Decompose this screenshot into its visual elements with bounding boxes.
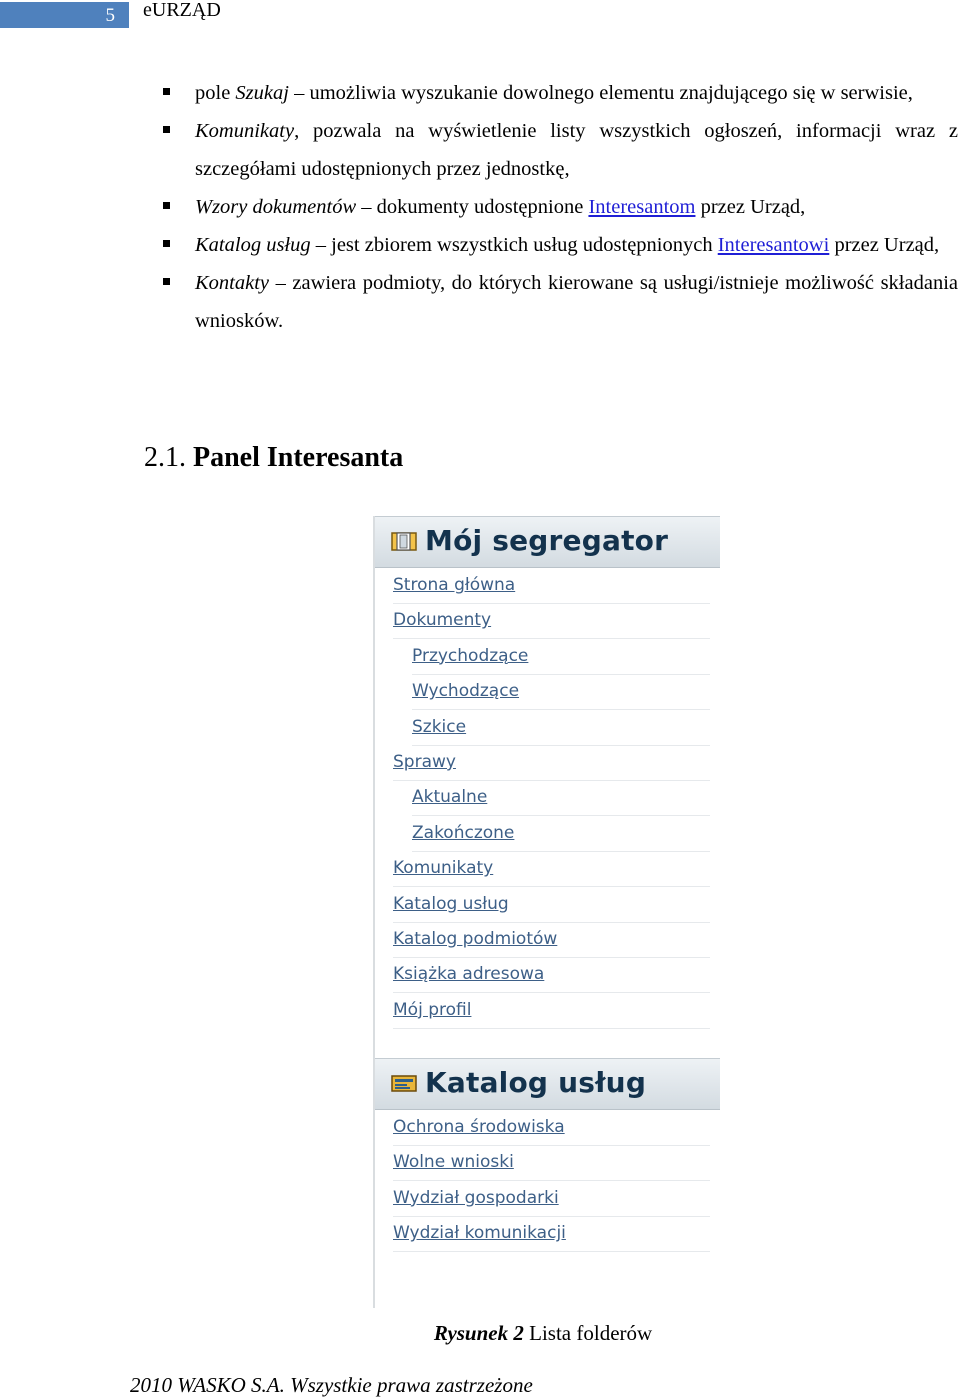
menu-item[interactable]	[393, 957, 710, 993]
item-term: Komunikaty	[195, 120, 295, 142]
menu-item[interactable]	[412, 639, 710, 675]
page-number: 5	[105, 5, 115, 26]
menu-item-label[interactable]: Ochrona środowiska	[393, 1117, 565, 1137]
list-item	[163, 264, 958, 340]
menu-item-label[interactable]: Strona główna	[393, 575, 516, 595]
menu-item-label[interactable]: Katalog usług	[393, 893, 509, 914]
page-number-box	[0, 2, 129, 28]
item-term: Szukaj	[235, 82, 289, 104]
item-prefix: pole	[195, 82, 236, 104]
menu-item[interactable]	[393, 745, 710, 781]
bullet-square-icon	[163, 202, 170, 209]
interesantowi-link[interactable]: Interesantowi	[717, 234, 830, 256]
item-term: Katalog usług	[195, 234, 311, 256]
feature-list	[163, 74, 958, 340]
bullet-square-icon	[163, 240, 170, 247]
section-title: Panel Interesanta	[193, 442, 404, 473]
menu-item-label[interactable]: Przychodzące	[412, 645, 529, 666]
menu-item-label[interactable]: Aktualne	[412, 787, 488, 808]
interesantom-link[interactable]: Interesantom	[588, 196, 696, 218]
page-footer: 2010 WASKO S.A. Wszystkie prawa zastrzeżone	[130, 1373, 533, 1397]
menu-item-label[interactable]: Katalog podmiotów	[393, 929, 558, 949]
list-item	[163, 112, 958, 188]
menu-item-label[interactable]: Mój profil	[393, 999, 472, 1020]
item-text: przez Urząd,	[695, 196, 806, 218]
menu-item[interactable]	[393, 1110, 710, 1146]
list-item	[163, 226, 958, 264]
caption-label: Rysunek 2	[433, 1321, 524, 1345]
menu-item[interactable]	[393, 922, 710, 958]
caption-text: Lista folderów	[523, 1321, 653, 1345]
menu-item-label[interactable]: Wydział komunikacji	[393, 1223, 566, 1244]
folder-icon	[391, 531, 417, 551]
menu-item[interactable]	[412, 710, 710, 746]
section-heading	[144, 440, 403, 476]
my-binder-panel	[375, 516, 720, 1020]
item-text: przez Urząd,	[829, 234, 940, 256]
item-term: Kontakty	[195, 272, 270, 294]
header-title: eURZĄD	[143, 0, 221, 21]
bullet-square-icon	[163, 88, 170, 95]
menu-item-label[interactable]: Szkice	[412, 716, 467, 737]
menu-item-label[interactable]: Książka adresowa	[393, 964, 545, 985]
menu-item-label[interactable]: Dokumenty	[393, 610, 492, 631]
menu-item[interactable]	[393, 993, 710, 1029]
item-text: – dokumenty udostępnione	[356, 196, 589, 218]
item-text: , pozwala na wyświetlenie listy wszystkich ogłoszeń, informacji wraz z szczegółami udostępnionych przez jednostkę,	[195, 120, 958, 180]
menu-item[interactable]	[393, 1181, 710, 1217]
list-item	[163, 74, 958, 112]
menu-item[interactable]	[393, 851, 710, 887]
menu-item-label[interactable]: Wydział gospodarki	[393, 1187, 559, 1208]
my-binder-title: Mój segregator	[425, 524, 669, 557]
menu-item-label[interactable]: Sprawy	[393, 752, 456, 772]
menu-item-label[interactable]: Wolne wnioski	[393, 1152, 514, 1173]
bullet-square-icon	[163, 278, 170, 285]
menu-item[interactable]	[393, 1145, 710, 1181]
menu-item[interactable]	[412, 674, 710, 710]
menu-item[interactable]	[393, 1216, 710, 1252]
menu-item-label[interactable]: Zakończone	[412, 822, 515, 843]
menu-item[interactable]	[393, 887, 710, 923]
item-text: – jest zbiorem wszystkich usług udostępnionych	[310, 234, 718, 256]
menu-item-label[interactable]: Komunikaty	[393, 858, 494, 879]
menu-item[interactable]	[412, 816, 710, 852]
figure-caption	[0, 1318, 960, 1348]
menu-item[interactable]	[393, 568, 710, 604]
my-binder-header	[375, 516, 720, 568]
item-term: Wzory dokumentów	[195, 196, 357, 218]
bullet-square-icon	[163, 126, 170, 133]
list-item	[163, 188, 958, 226]
catalog-icon	[391, 1073, 417, 1093]
sidebar-figure	[373, 516, 720, 1308]
item-text: – zawiera podmioty, do których kierowane są usługi/istnieje możliwość składania wniosków.	[195, 272, 958, 332]
menu-item-label[interactable]: Wychodzące	[412, 681, 520, 702]
menu-item[interactable]	[412, 780, 710, 816]
service-catalog-title: Katalog usług	[425, 1066, 647, 1099]
service-catalog-header	[375, 1058, 720, 1110]
item-text: – umożliwia wyszukanie dowolnego elementu znajdującego się w serwisie,	[288, 82, 913, 104]
section-number: 2.1.	[144, 442, 186, 473]
menu-item[interactable]	[393, 603, 710, 639]
service-catalog-panel	[375, 1058, 720, 1244]
